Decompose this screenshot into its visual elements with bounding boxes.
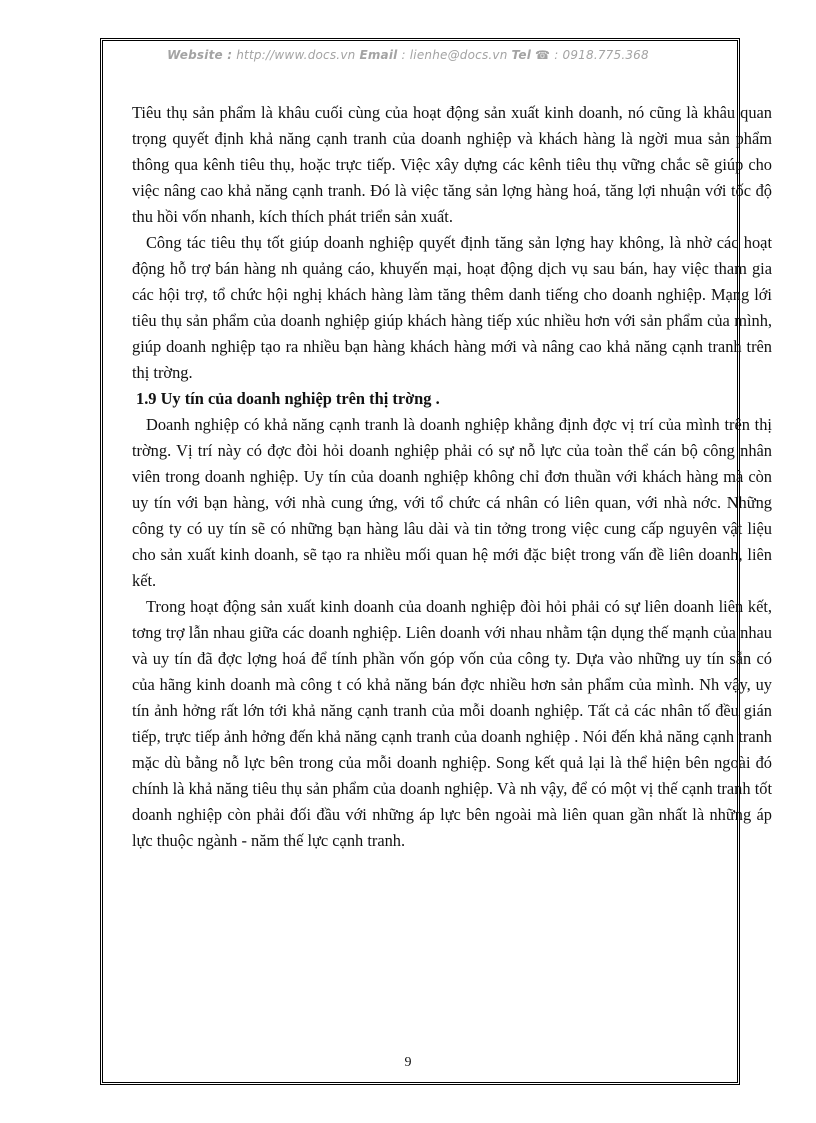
paragraph-3: Doanh nghiệp có khả năng cạnh tranh là doanh nghiệp khẳng định đợc vị trí của mình trên thị trờng. Vị trí này có đợc đòi hỏi doanh nghiệp phải có sự nỗ lực của toàn thể cán bộ công nhân viên trong doanh nghiệp. Uy tín của doanh nghiệp không chỉ đơn thuần với khách hàng mà còn uy tín với bạn hàng, với nhà cung ứng, với tổ chức cá nhân có liên quan, với nhà nớc. Những công ty có uy tín sẽ có những bạn hàng lâu dài và tin tởng trong việc cung cấp nguyên vật liệu cho sản xuất kinh doanh, sẽ tạo ra nhiều mối quan hệ mới đặc biệt trong vấn đề liên doanh, liên kết. <box>132 415 772 590</box>
website-url[interactable]: http://www.docs.vn <box>232 48 360 62</box>
paragraph-4: Trong hoạt động sản xuất kinh doanh của doanh nghiệp đòi hỏi phải có sự liên doanh liên kết, tơng trợ lẫn nhau giữa các doanh nghiệp. Liên doanh với nhau nhằm tận dụng thế mạnh của nhau và uy tín đã đợc lợng hoá để tính phần vốn góp vốn của công ty. Dựa vào những uy tín sẵn có của hãng kinh doanh mà công t có khả năng bán đợc nhiều hơn sản phẩm của mình. Nh vậy, uy tín ảnh hởng rất lớn tới khả năng cạnh tranh của mỗi doanh nghiệp. Tất cả các nhân tố đều gián tiếp, trực tiếp ảnh hởng đến khả năng cạnh tranh của doanh nghiệp . Nói đến khả năng cạnh tranh mặc dù bằng nỗ lực bên trong của mỗi doanh nghiệp. Song kết quả lại là thể hiện bên ngoài đó chính là khả năng tiêu thụ sản phẩm của doanh nghiệp. Và nh vậy, để có một vị thế cạnh tranh tốt doanh nghiệp còn phải đối đầu với những áp lực bên ngoài mà liên quan gần nhất là những áp lực thuộc ngành - năm thế lực cạnh tranh. <box>132 597 772 850</box>
paragraph-2: Công tác tiêu thụ tốt giúp doanh nghiệp quyết định tăng sản lợng hay không, là nhờ các hoạt động hỗ trợ bán hàng nh quảng cáo, khuyến mại, hoạt động dịch vụ sau bán, hay việc tham gia các hội trợ, tổ chức hội nghị khách hàng làm tăng thêm danh tiếng cho doanh nghiệp. Mạng lới tiêu thụ sản phẩm của doanh nghiệp giúp khách hàng tiếp xúc nhiều hơn với sản phẩm của mình, giúp doanh nghiệp tạo ra nhiều bạn hàng khách hàng mới và nâng cao khả năng cạnh tranh trên thị trờng. <box>132 233 772 382</box>
paragraph-1: Tiêu thụ sản phẩm là khâu cuối cùng của hoạt động sản xuất kinh doanh, nó cũng là khâu quan trọng quyết định khả năng cạnh tranh của doanh nghiệp và khách hàng là ngời mua sản phẩm thông qua kênh tiêu thụ, hoặc trực tiếp. Việc xây dựng các kênh tiêu thụ vững chắc sẽ giúp cho việc nâng cao khả năng cạnh tranh. Đó là việc tăng sản lợng hàng hoá, tăng lợi nhuận với tốc độ thu hồi vốn nhanh, kích thích phát triển sản xuất. <box>132 103 772 226</box>
page-header <box>0 48 816 62</box>
tel-value: ☎ : 0918.775.368 <box>531 48 649 62</box>
page-number: 9 <box>404 1055 412 1070</box>
website-label: Website : <box>167 48 233 62</box>
email-value[interactable]: : lienhe@docs.vn <box>397 48 512 62</box>
email-label: Email <box>359 48 398 62</box>
document-body <box>132 100 772 854</box>
section-heading: 1.9 Uy tín của doanh nghiệp trên thị trờng . <box>136 389 440 408</box>
tel-label: Tel <box>511 48 532 62</box>
